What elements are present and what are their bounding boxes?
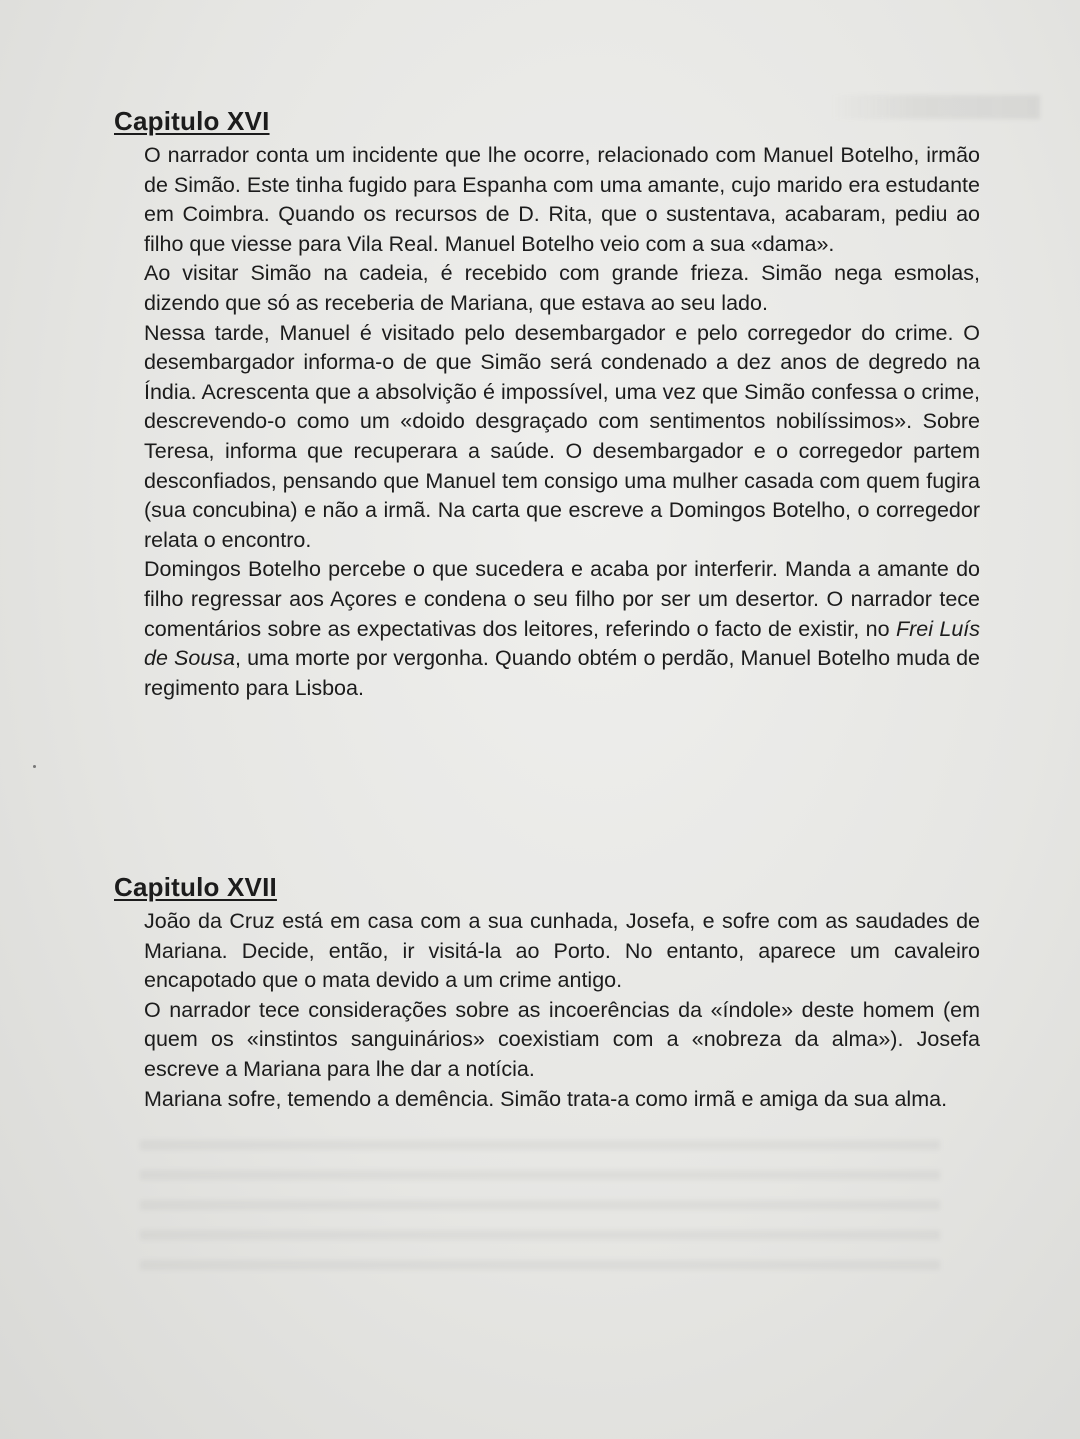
chapter-17-heading: Capitulo XVII — [114, 872, 277, 902]
chapter-17-section — [114, 872, 980, 1114]
chapter-17-paragraph-1: João da Cruz está em casa com a sua cunhada, Josefa, e sofre com as saudades de Mariana. Decide, então, ir visitá-la ao Porto. No entanto, aparece um cavaleiro encapotado que o mata devido a um crime antigo. — [144, 909, 980, 993]
chapter-16-heading: Capitulo XVI — [114, 106, 270, 136]
chapter-16-paragraph-4 — [144, 555, 980, 703]
chapter-16-p4-text-b: , uma morte por vergonha. Quando obtém o perdão, Manuel Botelho muda de regimento para Lisboa. — [144, 646, 980, 700]
show-through-text — [140, 1140, 940, 1280]
chapter-17-paragraph-3: Mariana sofre, temendo a demência. Simão trata-a como irmã e amiga da sua alma. — [144, 1086, 948, 1111]
chapter-17-paragraph-2: O narrador tece considerações sobre as incoerências da «índole» deste homem (em quem os «instintos sanguinários» coexistiam com a «nobreza da alma»). Josefa escreve a Mariana para lhe dar a notícia. — [144, 997, 980, 1081]
book-title-italic: Frei Luís de Sousa — [144, 616, 980, 671]
chapter-16-paragraph-3: Nessa tarde, Manuel é visitado pelo desembargador e pelo corregedor do crime. O desembargador informa-o de que Simão será condenado a dez anos de degredo na Índia. Acrescenta que a absolvição é impossível, uma vez que Simão confessa o crime, descrevendo-o como um «doido desgraçado com sentimentos nobilíssimos». Sobre Teresa, informa que recuperara a saúde. O desembargador e o corregedor partem desconfiados, pensando que Manuel tem consigo uma mulher casada com quem fugira (sua concubina) e não a irmã. Na carta que escreve a Domingos Botelho, o corregedor relata o encontro. — [144, 320, 980, 552]
chapter-16-p4-text-a: Domingos Botelho percebe o que sucedera e acaba por interferir. Manda a amante do filho regressar aos Açores e condena o seu filho por ser um desertor. O narrador tece comentários sobre as expectativas dos leitores, referindo o facto de existir, no — [144, 557, 980, 641]
chapter-16-paragraph-2: Ao visitar Simão na cadeia, é recebido com grande frieza. Simão nega esmolas, dizendo que só as receberia de Mariana, que estava ao seu lado. — [144, 261, 980, 315]
chapter-16-section — [114, 106, 980, 703]
chapter-16-paragraph-1: O narrador conta um incidente que lhe ocorre, relacionado com Manuel Botelho, irmão de Simão. Este tinha fugido para Espanha com uma amante, cujo marido era estudante em Coimbra. Quando os recursos de D. Rita, que o sustentava, acabaram, pediu ao filho que viesse para Vila Real. Manuel Botelho veio com a sua «dama». — [144, 143, 980, 256]
paper-speck — [33, 765, 36, 768]
